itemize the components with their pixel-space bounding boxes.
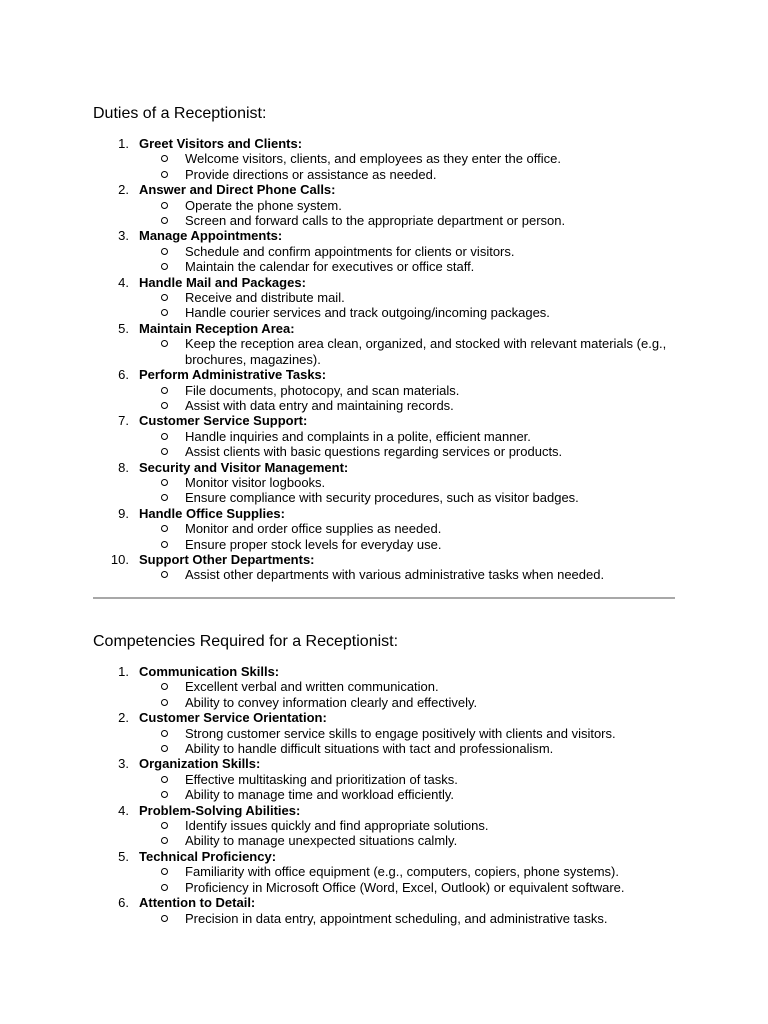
hollow-circle-bullet-icon bbox=[161, 294, 168, 301]
item-number: 8. bbox=[118, 459, 129, 475]
hollow-circle-bullet-icon bbox=[161, 155, 168, 162]
item-title: Customer Service Support: bbox=[139, 413, 308, 429]
item-number: 4. bbox=[118, 274, 129, 290]
item-title: Technical Proficiency: bbox=[139, 848, 277, 864]
duties-section bbox=[93, 104, 683, 583]
bullet-text: Ensure compliance with security procedures, such as visitor badges. bbox=[185, 490, 579, 506]
item-number: 1. bbox=[118, 136, 129, 151]
bullet-text: Proficiency in Microsoft Office (Word, Excel, Outlook) or equivalent software. bbox=[185, 879, 625, 895]
bullet-item bbox=[139, 259, 683, 274]
hollow-circle-bullet-icon bbox=[161, 433, 168, 440]
hollow-circle-bullet-icon bbox=[161, 868, 168, 875]
list-item bbox=[93, 228, 683, 274]
bullet-item bbox=[139, 521, 683, 536]
bullet-list bbox=[139, 726, 683, 757]
item-number: 6. bbox=[118, 367, 129, 383]
bullet-text: Ability to convey information clearly and effectively. bbox=[185, 694, 478, 710]
bullet-text: Familiarity with office equipment (e.g., computers, copiers, phone systems). bbox=[185, 864, 619, 880]
item-title: Customer Service Orientation: bbox=[139, 710, 327, 726]
hollow-circle-bullet-icon bbox=[161, 387, 168, 394]
bullet-item bbox=[139, 490, 683, 505]
list-item bbox=[93, 849, 683, 895]
bullet-item bbox=[139, 880, 683, 895]
bullet-item bbox=[139, 198, 683, 213]
bullet-item bbox=[139, 383, 683, 398]
hollow-circle-bullet-icon bbox=[161, 202, 168, 209]
item-number: 4. bbox=[118, 802, 129, 818]
item-title: Communication Skills: bbox=[139, 664, 280, 679]
hollow-circle-bullet-icon bbox=[161, 402, 168, 409]
item-number: 9. bbox=[118, 505, 129, 521]
bullet-text: Keep the reception area clean, organized, and stocked with relevant materials (e.g., brochures, magazines). bbox=[185, 336, 667, 367]
bullet-text: Strong customer service skills to engage positively with clients and visitors. bbox=[185, 725, 616, 741]
hollow-circle-bullet-icon bbox=[161, 217, 168, 224]
bullet-item bbox=[139, 429, 683, 444]
hollow-circle-bullet-icon bbox=[161, 340, 168, 347]
bullet-text: File documents, photocopy, and scan materials. bbox=[185, 382, 460, 398]
bullet-item bbox=[139, 336, 683, 367]
bullet-text: Identify issues quickly and find appropriate solutions. bbox=[185, 818, 489, 834]
item-title: Greet Visitors and Clients: bbox=[139, 136, 303, 151]
hollow-circle-bullet-icon bbox=[161, 525, 168, 532]
list-item bbox=[93, 367, 683, 413]
item-number: 2. bbox=[118, 182, 129, 198]
hollow-circle-bullet-icon bbox=[161, 263, 168, 270]
list-item bbox=[93, 136, 683, 182]
bullet-item bbox=[139, 167, 683, 182]
hollow-circle-bullet-icon bbox=[161, 884, 168, 891]
hollow-circle-bullet-icon bbox=[161, 730, 168, 737]
bullet-item bbox=[139, 151, 683, 166]
bullet-text: Monitor and order office supplies as needed. bbox=[185, 521, 442, 537]
duties-heading: Duties of a Receptionist: bbox=[93, 105, 267, 122]
bullet-list bbox=[139, 383, 683, 414]
hollow-circle-bullet-icon bbox=[161, 683, 168, 690]
item-number: 5. bbox=[118, 320, 129, 336]
item-title: Answer and Direct Phone Calls: bbox=[139, 182, 336, 198]
hollow-circle-bullet-icon bbox=[161, 791, 168, 798]
bullet-text: Handle inquiries and complaints in a polite, efficient manner. bbox=[185, 428, 531, 444]
list-item bbox=[93, 756, 683, 802]
hollow-circle-bullet-icon bbox=[161, 309, 168, 316]
bullet-item bbox=[139, 695, 683, 710]
item-title: Perform Administrative Tasks: bbox=[139, 367, 327, 383]
bullet-item bbox=[139, 911, 683, 926]
competencies-list bbox=[93, 664, 683, 926]
bullet-text: Operate the phone system. bbox=[185, 197, 342, 213]
hollow-circle-bullet-icon bbox=[161, 494, 168, 501]
bullet-text: Maintain the calendar for executives or office staff. bbox=[185, 259, 475, 275]
competencies-section bbox=[93, 632, 683, 926]
bullet-text: Assist clients with basic questions regarding services or products. bbox=[185, 444, 563, 460]
hollow-circle-bullet-icon bbox=[161, 837, 168, 844]
bullet-item bbox=[139, 818, 683, 833]
bullet-item bbox=[139, 679, 683, 694]
bullet-text: Assist other departments with various administrative tasks when needed. bbox=[185, 567, 605, 583]
section-divider bbox=[93, 597, 675, 599]
bullet-list bbox=[139, 911, 683, 926]
bullet-text: Screen and forward calls to the appropriate department or person. bbox=[185, 213, 566, 229]
list-item bbox=[93, 413, 683, 459]
bullet-text: Monitor visitor logbooks. bbox=[185, 474, 326, 490]
list-item bbox=[93, 664, 683, 710]
bullet-item bbox=[139, 475, 683, 490]
bullet-list bbox=[139, 818, 683, 849]
item-title: Support Other Departments: bbox=[139, 551, 315, 567]
item-number: 3. bbox=[118, 228, 129, 244]
list-item bbox=[93, 321, 683, 367]
duties-list bbox=[93, 136, 683, 583]
bullet-item bbox=[139, 444, 683, 459]
bullet-list bbox=[139, 244, 683, 275]
item-title: Handle Mail and Packages: bbox=[139, 274, 306, 290]
bullet-text: Schedule and confirm appointments for clients or visitors. bbox=[185, 243, 515, 259]
bullet-item bbox=[139, 772, 683, 787]
bullet-text: Provide directions or assistance as needed. bbox=[185, 166, 437, 182]
bullet-item bbox=[139, 741, 683, 756]
hollow-circle-bullet-icon bbox=[161, 571, 168, 578]
item-number: 1. bbox=[118, 664, 129, 679]
bullet-list bbox=[139, 521, 683, 552]
bullet-item bbox=[139, 567, 683, 582]
item-title: Attention to Detail: bbox=[139, 895, 256, 911]
hollow-circle-bullet-icon bbox=[161, 541, 168, 548]
bullet-list bbox=[139, 567, 683, 582]
hollow-circle-bullet-icon bbox=[161, 915, 168, 922]
item-number: 5. bbox=[118, 848, 129, 864]
item-number: 3. bbox=[118, 756, 129, 772]
bullet-list bbox=[139, 475, 683, 506]
list-item bbox=[93, 275, 683, 321]
bullet-text: Ability to handle difficult situations with tact and professionalism. bbox=[185, 741, 554, 757]
list-item bbox=[93, 460, 683, 506]
hollow-circle-bullet-icon bbox=[161, 699, 168, 706]
bullet-list bbox=[139, 679, 683, 710]
bullet-text: Handle courier services and track outgoing/incoming packages. bbox=[185, 305, 550, 321]
bullet-list bbox=[139, 336, 683, 367]
item-title: Maintain Reception Area: bbox=[139, 320, 295, 336]
hollow-circle-bullet-icon bbox=[161, 448, 168, 455]
bullet-text: Excellent verbal and written communication. bbox=[185, 679, 439, 695]
hollow-circle-bullet-icon bbox=[161, 248, 168, 255]
bullet-text: Precision in data entry, appointment scheduling, and administrative tasks. bbox=[185, 910, 608, 926]
list-item bbox=[93, 182, 683, 228]
competencies-heading: Competencies Required for a Receptionist: bbox=[93, 633, 399, 650]
bullet-list bbox=[139, 864, 683, 895]
bullet-text: Effective multitasking and prioritization of tasks. bbox=[185, 771, 458, 787]
hollow-circle-bullet-icon bbox=[161, 776, 168, 783]
bullet-text: Ability to manage unexpected situations calmly. bbox=[185, 833, 458, 849]
bullet-item bbox=[139, 213, 683, 228]
item-title: Handle Office Supplies: bbox=[139, 505, 285, 521]
bullet-item bbox=[139, 537, 683, 552]
bullet-item bbox=[139, 244, 683, 259]
bullet-item bbox=[139, 833, 683, 848]
item-title: Security and Visitor Management: bbox=[139, 459, 349, 475]
item-number: 7. bbox=[118, 413, 129, 429]
list-item bbox=[93, 506, 683, 552]
list-item bbox=[93, 895, 683, 926]
item-number: 10. bbox=[110, 551, 129, 567]
item-number: 6. bbox=[118, 895, 129, 911]
item-title: Organization Skills: bbox=[139, 756, 261, 772]
bullet-text: Welcome visitors, clients, and employees as they enter the office. bbox=[185, 151, 561, 167]
bullet-list bbox=[139, 772, 683, 803]
bullet-item bbox=[139, 398, 683, 413]
hollow-circle-bullet-icon bbox=[161, 171, 168, 178]
item-title: Manage Appointments: bbox=[139, 228, 283, 244]
item-number: 2. bbox=[118, 710, 129, 726]
bullet-item bbox=[139, 290, 683, 305]
list-item bbox=[93, 803, 683, 849]
bullet-item bbox=[139, 864, 683, 879]
bullet-item bbox=[139, 787, 683, 802]
list-item bbox=[93, 552, 683, 583]
bullet-text: Ensure proper stock levels for everyday use. bbox=[185, 536, 442, 552]
hollow-circle-bullet-icon bbox=[161, 745, 168, 752]
bullet-list bbox=[139, 198, 683, 229]
bullet-text: Ability to manage time and workload efficiently. bbox=[185, 787, 455, 803]
bullet-item bbox=[139, 726, 683, 741]
bullet-list bbox=[139, 429, 683, 460]
hollow-circle-bullet-icon bbox=[161, 479, 168, 486]
list-item bbox=[93, 710, 683, 756]
bullet-text: Assist with data entry and maintaining records. bbox=[185, 397, 454, 413]
bullet-list bbox=[139, 290, 683, 321]
bullet-item bbox=[139, 305, 683, 320]
bullet-text: Receive and distribute mail. bbox=[185, 290, 345, 306]
item-title: Problem-Solving Abilities: bbox=[139, 802, 301, 818]
bullet-list bbox=[139, 151, 683, 182]
hollow-circle-bullet-icon bbox=[161, 822, 168, 829]
